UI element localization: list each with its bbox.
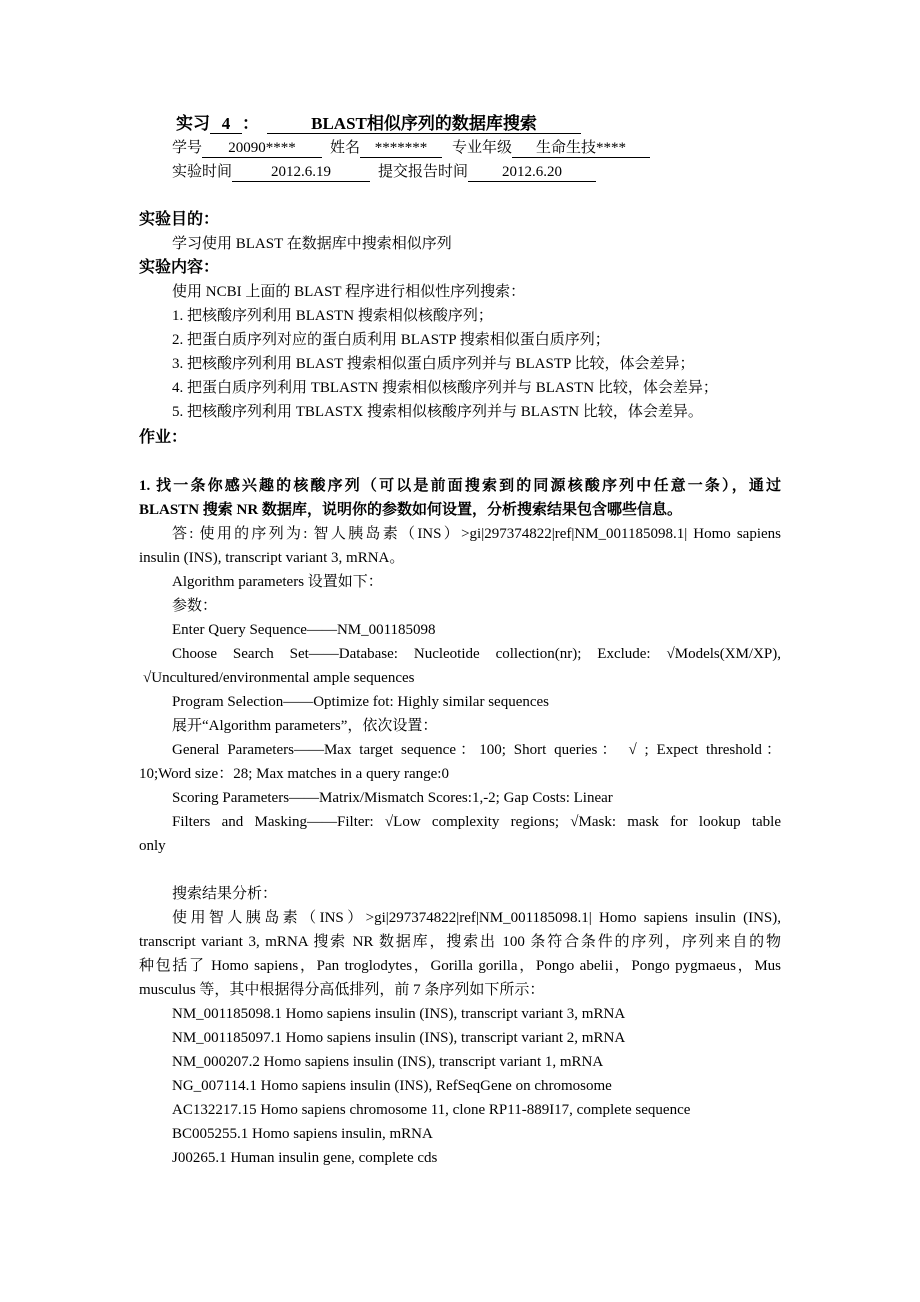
content-item: 2. 把蛋白质序列对应的蛋白质利用 BLASTP 搜索相似蛋白质序列； [172, 332, 610, 348]
title-number: 4 [210, 115, 242, 134]
content-item: 4. 把蛋白质序列利用 TBLASTN 搜索相似核酸序列并与 BLASTN 比较，体会差异； [172, 380, 718, 396]
param-program: Program Selection——Optimize fot: Highly similar sequences [172, 694, 550, 710]
content-item: 3. 把核酸序列利用 BLAST 搜索相似蛋白质序列并与 BLASTP 比较，体会差异； [172, 356, 695, 372]
question-line-1: 1. 找一条你感兴趣的核酸序列（可以是前面搜索到的同源核酸序列中任意一条），通过 [139, 478, 781, 494]
title-colon: ： [242, 114, 259, 133]
result-item: AC132217.15 Homo sapiens chromosome 11, clone RP11-889I17, complete sequence [172, 1102, 691, 1118]
param-filters-1: Filters and Masking——Filter: √Low complexity regions; √Mask: mask for lookup table [172, 814, 781, 830]
param-search-set-2: √Uncultured/environmental ample sequences [143, 670, 415, 686]
question-line-2: BLASTN 搜索 NR 数据库，说明你的参数如何设置，分析搜索结果包含哪些信息。 [139, 502, 682, 518]
result-item: J00265.1 Human insulin gene, complete cds [172, 1150, 438, 1166]
result-item: NG_007114.1 Homo sapiens insulin (INS), RefSeqGene on chromosome [172, 1078, 612, 1094]
student-id-value: 20090**** [202, 139, 322, 158]
param-scoring: Scoring Parameters——Matrix/Mismatch Scores:1,-2; Gap Costs: Linear [172, 790, 613, 806]
content-item: 1. 把核酸序列利用 BLASTN 搜索相似核酸序列； [172, 308, 493, 324]
content-item: 5. 把核酸序列利用 TBLASTX 搜索相似核酸序列并与 BLASTN 比较，体会差异。 [172, 404, 703, 420]
analysis-line-4: musculus 等，其中根据得分高低排列，前 7 条序列如下所示： [139, 982, 545, 998]
result-item: NM_000207.2 Homo sapiens insulin (INS), transcript variant 1, mRNA [172, 1054, 604, 1070]
title-prefix: 实习 [176, 114, 210, 133]
answer-line-2: insulin (INS), transcript variant 3, mRNA。 [139, 550, 405, 566]
name-value: ******* [360, 139, 442, 158]
purpose-text: 学习使用 BLAST 在数据库中搜索相似序列 [172, 236, 452, 252]
analysis-line-1: 使用智人胰岛素（INS）>gi|297374822|ref|NM_001185098.1| Homo sapiens insulin (INS), [172, 910, 781, 926]
param-query: Enter Query Sequence——NM_001185098 [172, 622, 436, 638]
analysis-line-2: transcript variant 3, mRNA 搜索 NR 数据库，搜索出 100 条符合条件的序列，序列来自的物 [139, 934, 781, 950]
answer-line-1: 答: 使用的序列为: 智人胰岛素（INS）>gi|297374822|ref|NM_001185098.1| Homo sapiens [172, 526, 781, 542]
report-date-value: 2012.6.20 [468, 163, 596, 182]
purpose-heading: 实验目的： [139, 211, 220, 228]
date-info-line [172, 162, 596, 182]
report-title [176, 114, 581, 134]
major-label: 专业年级 [452, 140, 513, 156]
exp-date-value: 2012.6.19 [232, 163, 370, 182]
exp-date-label: 实验时间 [172, 164, 233, 180]
param-search-set-1: Choose Search Set——Database: Nucleotide collection(nr); Exclude: √Models(XM/XP), [172, 646, 781, 662]
param-general-2: 10;Word size：28; Max matches in a query range:0 [139, 766, 449, 782]
content-intro: 使用 NCBI 上面的 BLAST 程序进行相似性序列搜索： [172, 284, 526, 300]
major-value: 生命生技**** [512, 139, 650, 158]
param-expand: 展开“Algorithm parameters”，依次设置： [172, 718, 438, 734]
result-item: NM_001185098.1 Homo sapiens insulin (INS), transcript variant 3, mRNA [172, 1006, 626, 1022]
params-label: 参数： [172, 598, 218, 614]
analysis-label: 搜索结果分析： [172, 886, 278, 902]
param-filters-2: only [139, 838, 166, 854]
homework-heading: 作业： [139, 429, 188, 446]
student-id-label: 学号 [172, 140, 203, 156]
student-info-line [172, 138, 650, 158]
report-date-label: 提交报告时间 [378, 164, 469, 180]
content-heading: 实验内容： [139, 259, 220, 276]
result-item: NM_001185097.1 Homo sapiens insulin (INS), transcript variant 2, mRNA [172, 1030, 626, 1046]
analysis-line-3: 种包括了 Homo sapiens，Pan troglodytes，Gorilla gorilla，Pongo abelii，Pongo pygmaeus，Mus [139, 958, 781, 974]
name-label: 姓名 [330, 140, 361, 156]
result-item: BC005255.1 Homo sapiens insulin, mRNA [172, 1126, 433, 1142]
algorithm-line: Algorithm parameters 设置如下： [172, 574, 383, 590]
param-general-1: General Parameters——Max target sequence：100; Short queries： √ ; Expect threshold： [172, 742, 781, 758]
title-text: BLAST相似序列的数据库搜索 [267, 115, 581, 134]
